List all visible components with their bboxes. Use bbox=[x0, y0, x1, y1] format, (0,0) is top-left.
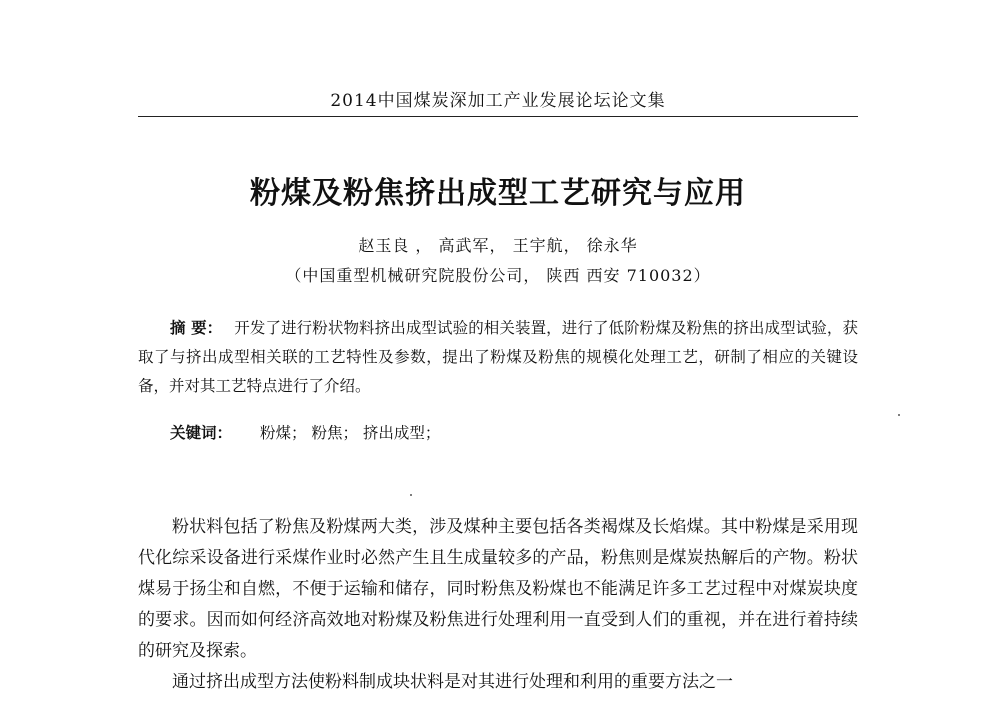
keywords bbox=[170, 421, 860, 443]
abstract-label: 摘 要： bbox=[170, 318, 223, 337]
header-rule bbox=[138, 116, 858, 117]
affiliation: （中国重型机械研究院股份公司， 陕西 西安 710032） bbox=[285, 266, 711, 285]
keywords-label: 关键词： bbox=[170, 424, 233, 442]
authors: 赵玉良 ， 高武军， 王宇航， 徐永华 bbox=[358, 236, 638, 255]
scan-speck bbox=[898, 414, 900, 416]
body-paragraph: 通过挤出成型方法使粉料制成块状料是对其进行处理和利用的重要方法之一 bbox=[172, 672, 733, 692]
abstract-text: 开发了进行粉状物料挤出成型试验的相关装置，进行了低阶粉煤及粉焦的挤出成型试验，获取了与挤出成型相关联的工艺特性及参数，提出了粉煤及粉焦的规模化处理工艺，研制了相应的关键设备，并对其工艺特点进行了介绍。 bbox=[138, 319, 858, 395]
keywords-text: 粉煤； 粉焦； 挤出成型； bbox=[260, 424, 441, 442]
body-paragraph: 粉状料包括了粉焦及粉煤两大类，涉及煤种主要包括各类褐煤及长焰煤。其中粉煤是采用现代化综采设备进行采煤作业时必然产生且生成量较多的产品，粉焦则是煤炭热解后的产物。粉状煤易于扬尘和自燃，不便于运输和储存，同时粉焦及粉煤也不能满足许多工艺过程中对煤炭块度的要求。因而如何经济高效地对粉煤及粉焦进行处理利用一直受到人们的重视，并在进行着持续的研究及探索。 bbox=[138, 517, 858, 661]
abstract bbox=[138, 313, 858, 401]
scan-speck bbox=[410, 494, 412, 496]
paper-title: 粉煤及粉焦挤出成型工艺研究与应用 bbox=[250, 176, 746, 211]
running-header: 2014中国煤炭深加工产业发展论坛论文集 bbox=[330, 91, 666, 111]
body-text bbox=[138, 512, 858, 698]
